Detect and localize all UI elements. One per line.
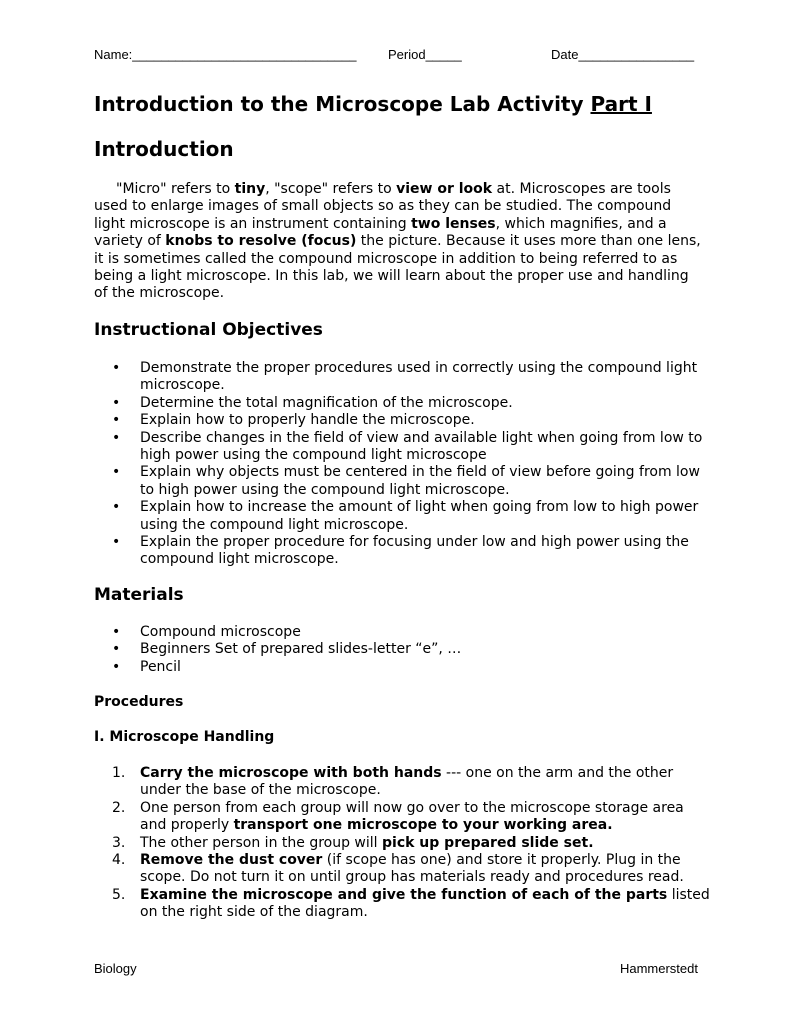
objective-text: Demonstrate the proper procedures used in correctly using the compound light microscope. xyxy=(140,360,698,394)
material-text: Compound microscope xyxy=(140,624,301,640)
step-bold-text: transport one microscope to your working area. xyxy=(233,817,613,834)
microscope-handling-heading: I. Microscope Handling xyxy=(94,729,275,745)
intro-text-1: "Micro" refers to xyxy=(116,181,235,197)
step-number: 1. xyxy=(112,765,126,781)
objective-text: Explain how to properly handle the microscope. xyxy=(140,412,475,429)
procedure-steps xyxy=(112,765,712,922)
title-part: Part I xyxy=(590,92,652,116)
objective-text: Describe changes in the field of view and available light when going from low to high power using the compound light microscope xyxy=(140,429,703,464)
title-main: Introduction to the Microscope Lab Activity xyxy=(94,92,591,116)
intro-bold-tiny: tiny xyxy=(234,181,266,197)
step-number: 3. xyxy=(112,834,126,851)
intro-text-2: , "scope" refers to xyxy=(265,181,397,197)
objectives-heading: Instructional Objectives xyxy=(94,320,323,340)
step-text: --- one on the arm and the other under the base of the microscope. xyxy=(140,765,674,799)
list-item xyxy=(112,360,712,395)
list-item xyxy=(112,659,672,676)
bullet-icon: • xyxy=(112,534,121,551)
material-text: Beginners Set of prepared slides-letter “e”, … xyxy=(140,641,462,658)
bullet-icon: • xyxy=(112,499,121,516)
list-item xyxy=(112,464,712,499)
bullet-icon: • xyxy=(112,412,121,429)
intro-bold-lenses: two lenses xyxy=(411,215,496,232)
list-item xyxy=(112,499,712,534)
period-field: Period_____ xyxy=(388,47,462,62)
list-item xyxy=(112,412,712,429)
list-item xyxy=(112,641,672,658)
introduction-paragraph xyxy=(94,181,704,303)
introduction-heading: Introduction xyxy=(94,137,234,161)
objective-text: Explain how to increase the amount of light when going from low to high power using the compound light microscope. xyxy=(140,499,699,533)
bullet-icon: • xyxy=(112,658,121,675)
objectives-list xyxy=(112,360,712,569)
step-text: One person from each group will now go over to the microscope storage area and properly xyxy=(140,799,684,834)
objective-text: Explain why objects must be centered in the field of view before going from low to high power using the compound light microscope. xyxy=(140,464,700,498)
list-item xyxy=(112,395,712,412)
list-item xyxy=(112,887,712,922)
name-field: Name:_______________________________ xyxy=(94,47,357,62)
step-number: 4. xyxy=(112,852,126,869)
list-item xyxy=(112,835,712,852)
list-item xyxy=(112,800,712,835)
intro-text-5: the picture. Because it uses more than one lens, it is sometimes called the compound microscope in addition to being referred to as being a light microscope. In this lab, we will learn about the proper use and handling of the microscope. xyxy=(94,233,701,302)
bullet-icon: • xyxy=(112,394,121,411)
materials-list xyxy=(112,624,672,676)
step-text: listed on the right side of the diagram. xyxy=(140,886,710,921)
bullet-icon: • xyxy=(112,624,121,640)
bullet-icon: • xyxy=(112,641,121,658)
bullet-icon: • xyxy=(112,429,121,446)
list-item xyxy=(112,765,712,800)
step-text: (if scope has one) and store it properly. Plug in the scope. Do not turn it on until group has materials ready and procedures read. xyxy=(140,852,684,886)
intro-text-3: at. Microscopes are tools used to enlarge images of small objects so as they can be studied. The compound light microscope is an instrument containing xyxy=(94,181,672,232)
intro-text-4: , which magnifies, and a variety of xyxy=(94,215,667,250)
objective-text: Explain the proper procedure for focusing under low and high power using the compound light microscope. xyxy=(140,534,689,568)
list-item xyxy=(112,534,712,569)
step-bold-text: Carry the microscope with both hands xyxy=(140,765,442,781)
page-title xyxy=(94,92,652,116)
date-field: Date________________ xyxy=(551,47,695,62)
step-number: 5. xyxy=(112,886,126,903)
footer-course: Biology xyxy=(94,961,137,976)
step-text: The other person in the group will xyxy=(140,834,382,851)
footer-author: Hammerstedt xyxy=(619,961,698,976)
list-item xyxy=(112,624,672,641)
procedures-heading: Procedures xyxy=(94,694,184,710)
step-bold-text: Remove the dust cover xyxy=(140,852,323,869)
step-bold-text: pick up prepared slide set. xyxy=(382,834,594,851)
step-bold-text: Examine the microscope and give the function of each of the parts xyxy=(140,886,668,903)
list-item xyxy=(112,430,712,465)
bullet-icon: • xyxy=(112,360,121,376)
objective-text: Determine the total magnification of the microscope. xyxy=(140,394,513,411)
intro-bold-knobs: knobs to resolve (focus) xyxy=(165,233,357,250)
step-number: 2. xyxy=(112,799,126,816)
list-item xyxy=(112,852,712,887)
bullet-icon: • xyxy=(112,464,121,481)
materials-heading: Materials xyxy=(94,585,184,605)
intro-bold-view: view or look xyxy=(396,181,493,197)
material-text: Pencil xyxy=(140,658,181,675)
